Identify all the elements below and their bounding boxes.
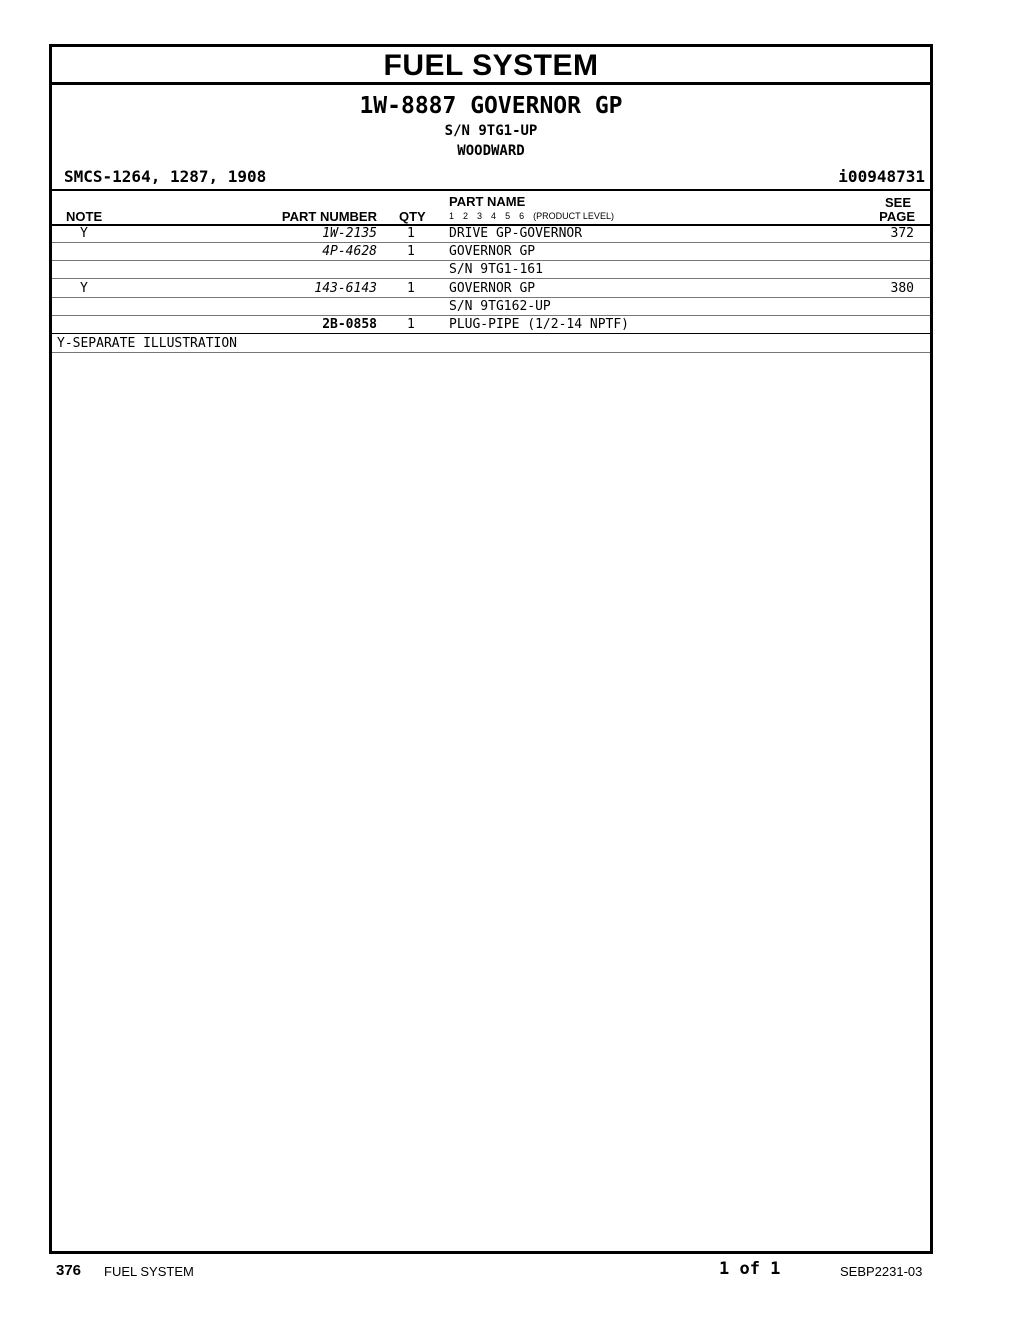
- illustration-id: i00948731: [838, 167, 925, 186]
- row-1-part-name: DRIVE GP-GOVERNOR: [449, 226, 583, 241]
- footer-section: FUEL SYSTEM: [104, 1264, 194, 1279]
- row-2-part-number: 4P-4628: [322, 244, 377, 259]
- row-divider: [52, 278, 930, 279]
- row-6-qty: 1: [407, 317, 415, 332]
- level-label: (PRODUCT LEVEL): [533, 211, 614, 221]
- row-6-part-number: 2B-0858: [322, 317, 377, 332]
- row-1-part-number: 1W-2135: [322, 226, 377, 241]
- row-2-qty: 1: [407, 244, 415, 259]
- level-3: 3: [477, 211, 483, 221]
- row-4-qty: 1: [407, 281, 415, 296]
- page-number: 376: [56, 1262, 82, 1279]
- row-4-part-name: GOVERNOR GP: [449, 281, 536, 296]
- row-1-qty: 1: [407, 226, 415, 241]
- manufacturer: WOODWARD: [457, 143, 525, 159]
- row-1-see-page: 372: [890, 226, 914, 241]
- col-header-see: SEE: [884, 195, 911, 210]
- col-header-qty: QTY: [399, 209, 426, 224]
- row-2-part-name: GOVERNOR GP: [449, 244, 536, 259]
- page-of: 1 of 1: [719, 1259, 781, 1279]
- footnote: Y-SEPARATE ILLUSTRATION: [57, 336, 238, 351]
- row-3-part-name: S/N 9TG1-161: [449, 262, 543, 277]
- page-frame: [49, 44, 933, 1254]
- group-title: 1W-8887 GOVERNOR GP: [359, 93, 623, 119]
- row-6-part-name: PLUG-PIPE (1/2-14 NPTF): [449, 317, 630, 332]
- row-4-note: Y: [80, 281, 88, 296]
- col-header-part-number: PART NUMBER: [281, 209, 377, 224]
- level-6: 6: [519, 211, 525, 221]
- serial-range: S/N 9TG1-UP: [444, 123, 538, 139]
- header-top-rule: [52, 189, 930, 191]
- row-5-part-name: S/N 9TG162-UP: [449, 299, 551, 314]
- level-2: 2: [463, 211, 469, 221]
- row-4-see-page: 380: [890, 281, 914, 296]
- col-header-note: NOTE: [66, 209, 103, 224]
- smcs-codes: SMCS-1264, 1287, 1908: [64, 167, 267, 186]
- footnote-rule: [52, 352, 930, 353]
- product-levels: [449, 211, 623, 222]
- col-header-page: PAGE: [879, 209, 915, 224]
- row-4-part-number: 143-6143: [314, 281, 377, 296]
- level-4: 4: [491, 211, 497, 221]
- level-1: 1: [449, 211, 455, 221]
- document-id: SEBP2231-03: [840, 1264, 923, 1279]
- table-bottom-rule: [52, 333, 930, 334]
- col-header-part-name: PART NAME: [449, 194, 526, 209]
- row-1-note: Y: [80, 226, 88, 241]
- level-5: 5: [505, 211, 511, 221]
- section-title: FUEL SYSTEM: [52, 47, 930, 85]
